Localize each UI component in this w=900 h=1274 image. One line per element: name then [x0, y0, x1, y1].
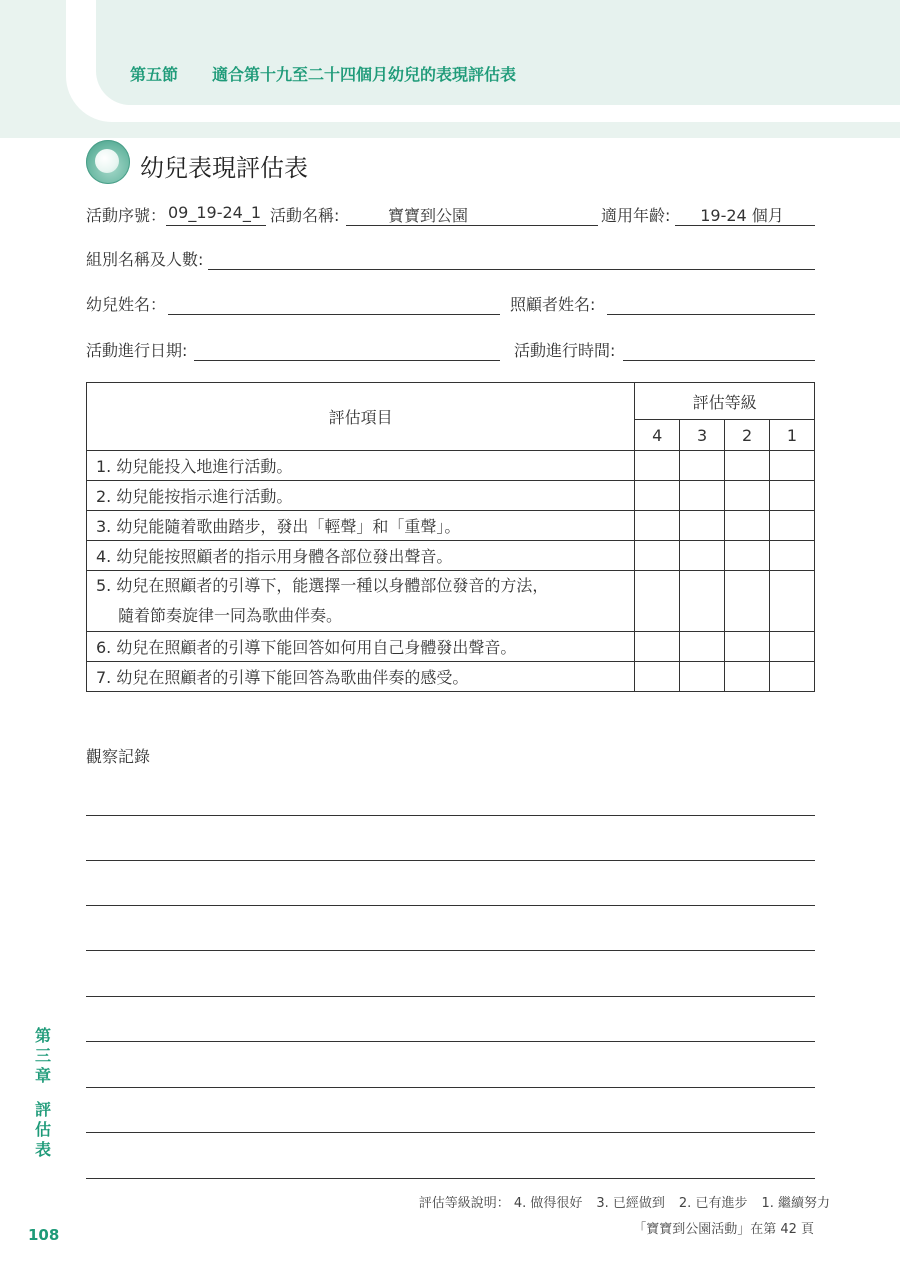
- item-text: 5. 幼兒在照顧者的引導下，能選擇一種以身體部位發音的方法，: [96, 576, 549, 595]
- grade-cell[interactable]: [770, 632, 815, 662]
- grade-2-header: 2: [725, 420, 770, 451]
- activity-info-row: [86, 203, 815, 227]
- grade-cell[interactable]: [635, 662, 680, 692]
- grade-legend-1: 1. 繼續努力: [761, 1196, 830, 1211]
- observation-line[interactable]: [86, 815, 815, 816]
- chapter-char: 三: [34, 1046, 51, 1065]
- observation-line[interactable]: [86, 996, 815, 997]
- grade-cell[interactable]: [770, 511, 815, 541]
- group-row: [86, 247, 815, 271]
- observation-line[interactable]: [86, 1132, 815, 1133]
- child-name-line: [168, 314, 500, 315]
- table-row: [87, 451, 815, 481]
- table-row: [87, 511, 815, 541]
- grade-cell[interactable]: [680, 451, 725, 481]
- grade-cell[interactable]: [680, 571, 725, 632]
- observation-line[interactable]: [86, 950, 815, 951]
- page-reference: 「寶寶到公園活動」在第 42 頁: [633, 1222, 814, 1237]
- grade-cell[interactable]: [770, 451, 815, 481]
- grade-3-header: 3: [680, 420, 725, 451]
- child-name-label: 幼兒姓名：: [86, 295, 167, 314]
- time-label: 活動進行時間:: [514, 341, 616, 360]
- table-row: [87, 662, 815, 692]
- item-text-multiline: [87, 571, 635, 632]
- item-text: 6. 幼兒在照顧者的引導下能回答如何用自己身體發出聲音。: [87, 632, 635, 662]
- page-title: 幼兒表現評估表: [140, 154, 308, 182]
- grade-cell[interactable]: [725, 662, 770, 692]
- table-header-row: [87, 383, 815, 420]
- table-row: [87, 571, 815, 632]
- observation-line[interactable]: [86, 905, 815, 906]
- carer-name-label: 照顧者姓名:: [510, 295, 596, 314]
- chapter-side-label: [34, 1026, 52, 1160]
- item-text: 1. 幼兒能投入地進行活動。: [87, 451, 635, 481]
- grade-header: 評估等級: [635, 383, 815, 420]
- age-value: 19-24 個月: [700, 206, 784, 225]
- grade-legend-3: 3. 已經做到: [596, 1196, 665, 1211]
- grade-cell[interactable]: [635, 481, 680, 511]
- grade-cell[interactable]: [725, 632, 770, 662]
- grade-cell[interactable]: [680, 541, 725, 571]
- table-row: [87, 481, 815, 511]
- grade-cell[interactable]: [770, 662, 815, 692]
- grade-cell[interactable]: [680, 662, 725, 692]
- grade-cell[interactable]: [635, 571, 680, 632]
- observation-line[interactable]: [86, 1178, 815, 1179]
- chapter-char: 表: [34, 1140, 51, 1159]
- names-row: [86, 292, 815, 316]
- grade-cell[interactable]: [725, 511, 770, 541]
- chapter-char: 第: [34, 1026, 51, 1045]
- observation-label: 觀察記錄: [86, 747, 151, 766]
- activity-no-value: 09_19-24_1: [168, 203, 262, 222]
- time-line: [623, 360, 815, 361]
- grade-1-header: 1: [770, 420, 815, 451]
- table-row: [87, 632, 815, 662]
- item-text: 2. 幼兒能按指示進行活動。: [87, 481, 635, 511]
- item-text: 4. 幼兒能按照顧者的指示用身體各部位發出聲音。: [87, 541, 635, 571]
- section-number: 第五節: [130, 65, 179, 84]
- chapter-char: 估: [34, 1120, 51, 1139]
- carer-name-line: [607, 314, 815, 315]
- table-row: [87, 541, 815, 571]
- grade-cell[interactable]: [680, 481, 725, 511]
- activity-no-line: [166, 225, 266, 226]
- section-title: 適合第十九至二十四個月幼兒的表現評估表: [212, 65, 517, 84]
- header-inner: [96, 0, 900, 105]
- grade-cell[interactable]: [725, 481, 770, 511]
- grade-cell[interactable]: [725, 451, 770, 481]
- evaluation-table: [86, 382, 815, 692]
- activity-name-label: 活動名稱:: [270, 206, 340, 225]
- grade-legend-label: 評估等級說明：: [418, 1196, 510, 1211]
- chapter-char: 評: [34, 1100, 51, 1119]
- grade-cell[interactable]: [635, 632, 680, 662]
- grade-legend: [419, 1192, 830, 1211]
- grade-legend-4: 4. 做得很好: [513, 1196, 583, 1211]
- observation-line[interactable]: [86, 1087, 815, 1088]
- grade-cell[interactable]: [680, 632, 725, 662]
- item-text: 7. 幼兒在照顧者的引導下能回答為歌曲伴奏的感受。: [87, 662, 635, 692]
- grade-cell[interactable]: [635, 511, 680, 541]
- grade-legend-2: 2. 已有進步: [678, 1196, 748, 1211]
- activity-name-value: 寶寶到公園: [387, 206, 468, 225]
- activity-no-label: 活動序號：: [86, 206, 167, 225]
- grade-cell[interactable]: [725, 571, 770, 632]
- grade-cell[interactable]: [635, 541, 680, 571]
- grade-cell[interactable]: [635, 451, 680, 481]
- item-text-continued: 隨着節奏旋律一同為歌曲伴奏。: [118, 606, 343, 625]
- date-line: [194, 360, 500, 361]
- bubble-icon: [86, 140, 130, 184]
- group-label: 組別名稱及人數:: [86, 250, 204, 269]
- grade-cell[interactable]: [770, 571, 815, 632]
- age-label: 適用年齡:: [601, 206, 671, 225]
- grade-cell[interactable]: [770, 481, 815, 511]
- chapter-char: 章: [34, 1066, 51, 1085]
- page-number: 108: [28, 1226, 60, 1244]
- datetime-row: [86, 338, 815, 362]
- grade-cell[interactable]: [680, 511, 725, 541]
- observation-line[interactable]: [86, 860, 815, 861]
- group-line: [208, 269, 815, 270]
- grade-cell[interactable]: [725, 541, 770, 571]
- grade-cell[interactable]: [770, 541, 815, 571]
- section-heading: [130, 62, 516, 85]
- date-label: 活動進行日期:: [86, 341, 188, 360]
- grade-4-header: 4: [635, 420, 680, 451]
- item-header: 評估項目: [87, 383, 635, 451]
- item-text: 3. 幼兒能隨着歌曲踏步，發出「輕聲」和「重聲」。: [87, 511, 635, 541]
- observation-line[interactable]: [86, 1041, 815, 1042]
